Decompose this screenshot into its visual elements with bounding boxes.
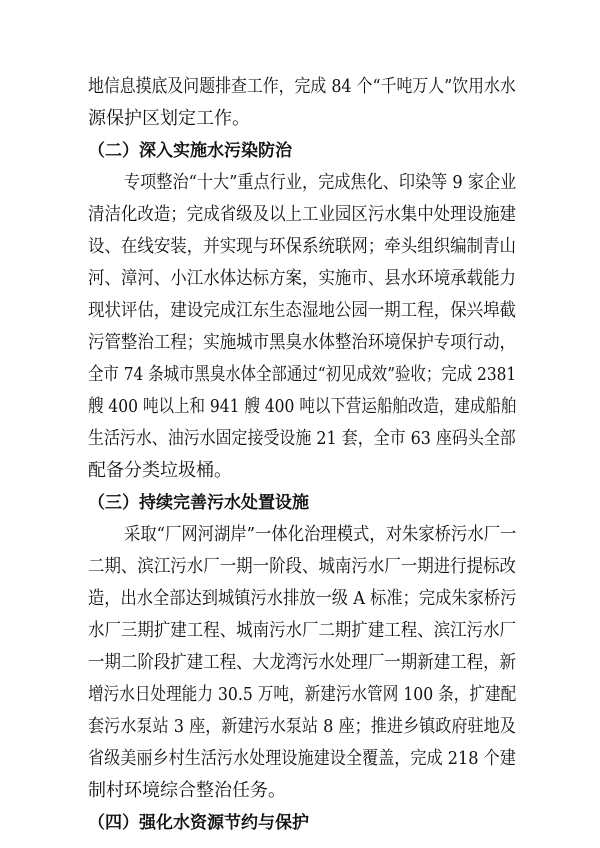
body-line: 设、在线安装，并实现与环保系统联网；牵头组织编制青山 <box>88 236 516 257</box>
body-line: 全市 74 条城市黑臭水体全部通过“初见成效”验收；完成 2381 <box>88 364 517 385</box>
section-heading: （三）持续完善污水处置设施 <box>88 493 309 513</box>
body-line: 清洁化改造；完成省级及以上工业园区污水集中处理设施建 <box>88 204 516 225</box>
body-line: 专项整治“十大”重点行业，完成焦化、印染等 9 家企业 <box>124 172 517 193</box>
body-line: 地信息摸底及问题排查工作，完成 84 个“千吨万人”饮用水水 <box>88 76 516 97</box>
body-line: 生活污水、油污水固定接受设施 21 套，全市 63 座码头全部 <box>88 428 516 449</box>
body-line: 二期、滨江污水厂一期一阶段、城南污水厂一期进行提标改 <box>88 556 516 577</box>
body-line: 河、漳河、小江水体达标方案，实施市、县水环境承载能力 <box>88 268 516 289</box>
body-line: 水厂三期扩建工程、城南污水厂二期扩建工程、滨江污水厂 <box>88 620 516 641</box>
body-line: 省级美丽乡村生活污水处理设施建设全覆盖，完成 218 个建 <box>88 748 516 769</box>
body-line: 套污水泵站 3 座，新建污水泵站 8 座；推进乡镇政府驻地及 <box>88 716 516 737</box>
section-heading: （二）深入实施水污染防治 <box>88 141 292 161</box>
body-line: 制村环境综合整治任务。 <box>88 780 286 801</box>
section-heading: （四）强化水资源节约与保护 <box>88 813 309 833</box>
body-line: 现状评估，建设完成江东生态湿地公园一期工程，保兴埠截 <box>88 300 516 321</box>
body-line: 污管整治工程；实施城市黑臭水体整治环境保护专项行动， <box>88 332 516 353</box>
body-line: 源保护区划定工作。 <box>88 108 250 129</box>
body-line: 增污水日处理能力 30.5 万吨，新建污水管网 100 条，扩建配 <box>88 684 517 705</box>
body-line: 艘 400 吨以上和 941 艘 400 吨以下营运船舶改造，建成船舶 <box>88 396 517 417</box>
body-line: 造，出水全部达到城镇污水排放一级 A 标准；完成朱家桥污 <box>88 588 517 609</box>
body-line: 配备分类垃圾桶。 <box>88 460 232 481</box>
body-line: 采取“厂网河湖岸”一体化治理模式，对朱家桥污水厂一 <box>124 524 517 545</box>
body-line: 一期二阶段扩建工程、大龙湾污水处理厂一期新建工程，新 <box>88 652 516 673</box>
